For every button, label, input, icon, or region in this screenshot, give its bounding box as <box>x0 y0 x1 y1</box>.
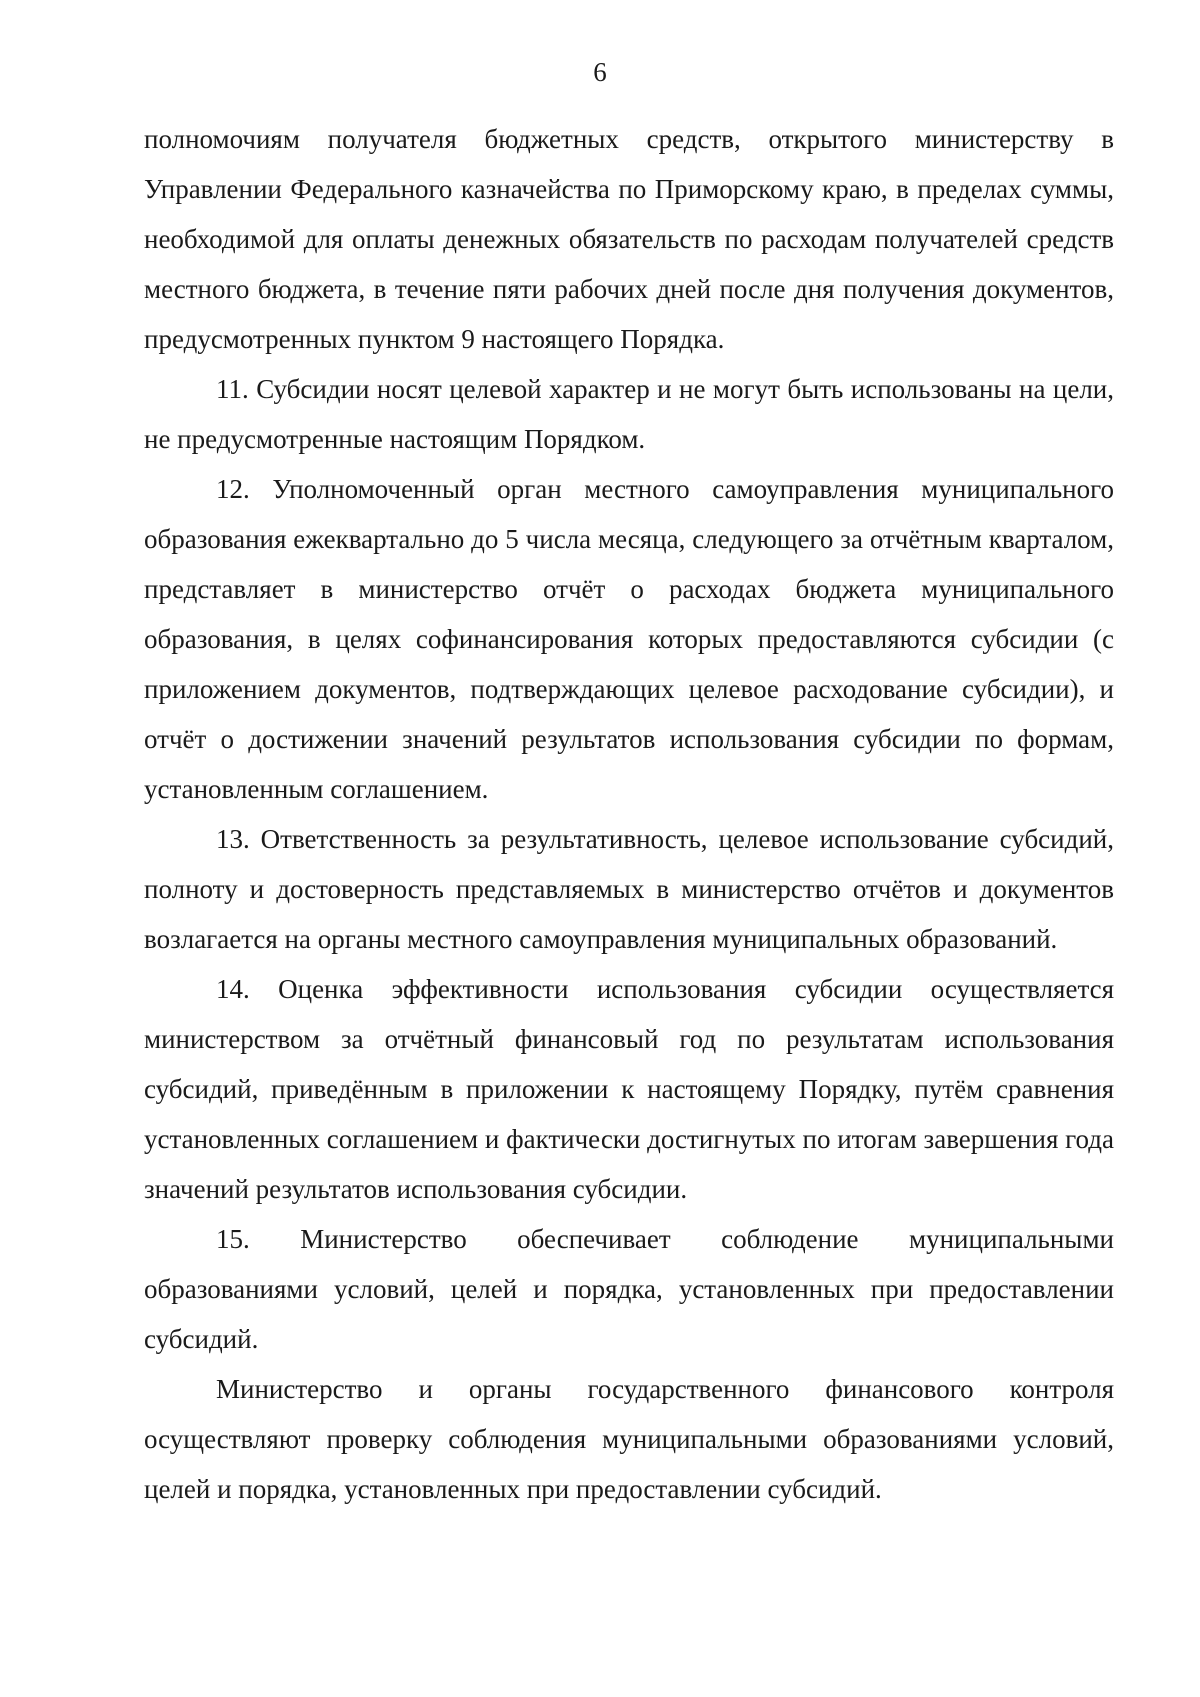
paragraph-11: 11. Субсидии носят целевой характер и не могут быть использованы на цели, не предусмотренные настоящим Порядком. <box>144 374 1114 454</box>
paragraph-13: 13. Ответственность за результативность, целевое использование субсидий, полноту и достоверность представляемых в министерство отчётов и документов возлагается на органы местного самоуправления муниципальных образований. <box>144 824 1114 954</box>
paragraph-14: 14. Оценка эффективности использования субсидии осуществляется министерством за отчётный финансовый год по результатам использования субсидий, приведённым в приложении к настоящему Порядку, путём сравнения установленных соглашением и фактически достигнутых по итогам завершения года значений результатов использования субсидии. <box>144 974 1114 1204</box>
paragraph-12: 12. Уполномоченный орган местного самоуправления муниципального образования ежеквартально до 5 числа месяца, следующего за отчётным кварталом, представляет в министерство отчёт о расходах бюджета муниципального образования, в целях софинансирования которых предоставляются субсидии (с приложением документов, подтверждающих целевое расходование субсидии), и отчёт о достижении значений результатов использования субсидии по формам, установленным соглашением. <box>144 474 1114 804</box>
paragraph-continuation: полномочиям получателя бюджетных средств, открытого министерству в Управлении Федерального казначейства по Приморскому краю, в пределах суммы, необходимой для оплаты денежных обязательств по расходам получателей средств местного бюджета, в течение пяти рабочих дней после дня получения документов, предусмотренных пунктом 9 настоящего Порядка. <box>144 124 1114 354</box>
paragraph-15-continued: Министерство и органы государственного финансового контроля осуществляют проверку соблюдения муниципальными образованиями условий, целей и порядка, установленных при предоставлении субсидий. <box>144 1374 1114 1504</box>
document-body <box>144 114 1114 1514</box>
paragraph-15: 15. Министерство обеспечивает соблюдение муниципальными образованиями условий, целей и порядка, установленных при предоставлении субсидий. <box>144 1224 1114 1354</box>
page-number: 6 <box>593 57 607 87</box>
